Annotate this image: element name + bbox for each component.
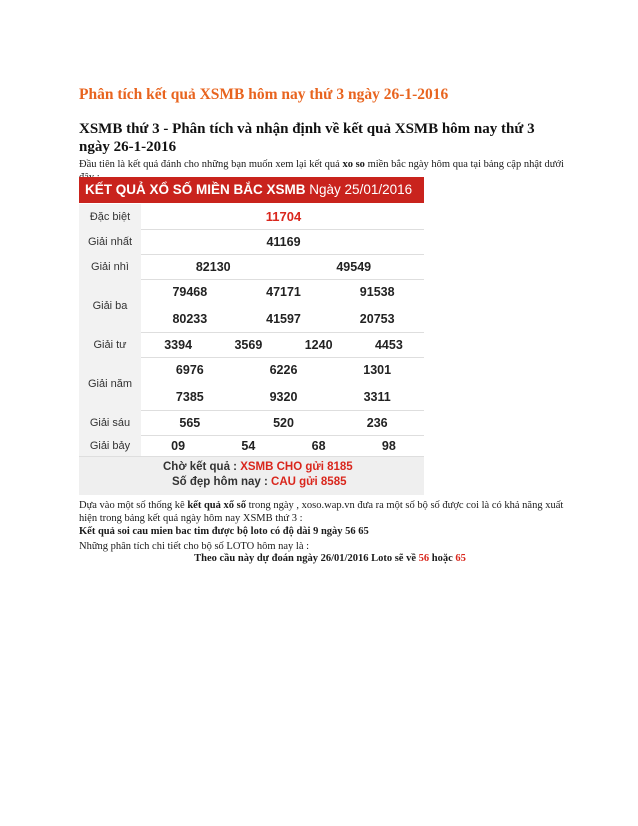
prize-values	[143, 254, 424, 279]
row-divider	[79, 456, 424, 457]
prize-number: 47171	[266, 285, 301, 300]
prize-number: 3311	[363, 389, 391, 404]
prize-values	[143, 279, 424, 332]
prize-row	[79, 279, 424, 332]
prize-number: 98	[381, 438, 396, 453]
soi-cau-result: Kết quả soi cau mien bac tim được bộ loto có độ dài 9 ngày 56 65	[79, 526, 369, 537]
prize-values	[143, 410, 424, 435]
prize-number: 9320	[269, 389, 298, 404]
footer-line-2-code: CAU gửi 8585	[271, 476, 347, 488]
prize-row	[79, 204, 424, 229]
prize-label: Giải tư	[79, 332, 141, 357]
prize-number: 6976	[175, 363, 204, 378]
prize-number: 11704	[265, 209, 302, 224]
prize-number: 09	[171, 438, 186, 453]
footer-line-2	[172, 476, 346, 488]
board-header-date: Ngày 25/01/2016	[309, 182, 413, 197]
board-footer	[79, 456, 424, 495]
prize-label: Đặc biệt	[79, 204, 141, 229]
prize-number: 49549	[336, 259, 372, 274]
analysis-keyword-link[interactable]: kết quả xổ số	[187, 500, 246, 511]
prize-number: 54	[241, 438, 256, 453]
footer-line-1-text: Chờ kết quả :	[163, 461, 241, 473]
prize-row	[79, 435, 424, 456]
board-header	[79, 177, 424, 203]
board-header-title: KẾT QUẢ XỔ SỐ MIỀN BẮC XSMB	[85, 182, 306, 197]
prize-line	[143, 204, 424, 229]
prize-line	[143, 410, 424, 435]
prize-number: 68	[311, 438, 326, 453]
footer-line-1-code: XSMB CHO gửi 8185	[240, 461, 353, 473]
prize-values	[143, 204, 424, 229]
prize-number: 1301	[363, 363, 392, 378]
prize-label: Giải bảy	[79, 435, 141, 456]
footer-line-2-text: Số đẹp hôm nay :	[172, 476, 272, 488]
prize-row	[79, 254, 424, 279]
prize-number: 520	[273, 415, 294, 430]
prediction-line	[0, 553, 638, 566]
prize-number: 91538	[359, 285, 395, 300]
prize-label: Giải nhì	[79, 254, 141, 279]
article-title: Phân tích kết quả XSMB hôm nay thứ 3 ngày 26-1-2016	[79, 86, 449, 103]
prediction-or: hoặc	[429, 553, 456, 564]
prize-values	[143, 435, 424, 456]
prize-label: Giải sáu	[79, 410, 141, 435]
prize-line	[143, 306, 424, 333]
prize-number: 7385	[175, 389, 204, 404]
prize-line	[143, 229, 424, 254]
prize-number: 3394	[164, 337, 193, 352]
prize-values	[143, 357, 424, 410]
analysis-text-end: trong ngày , xoso.wap.vn đưa ra một số bộ số được coi là có khả năng xuất hiện trong bảng kết quả ngày hôm nay XSMB thứ 3 :	[79, 500, 564, 524]
prize-number: 41597	[266, 311, 301, 326]
prize-label: Giải ba	[79, 279, 141, 332]
prize-line	[143, 357, 424, 384]
intro-text-end: miền bắc ngày hôm qua tại bảng cập nhật dưới	[367, 159, 564, 170]
prize-values	[143, 229, 424, 254]
analysis-paragraph	[79, 500, 579, 525]
prize-line	[143, 254, 424, 279]
prize-values	[143, 332, 424, 357]
prize-label: Giải nhất	[79, 229, 141, 254]
prize-row	[79, 332, 424, 357]
prize-label: Giải năm	[79, 357, 141, 410]
footer-line-1	[163, 461, 353, 473]
lottery-result-board	[79, 177, 424, 495]
prize-row	[79, 229, 424, 254]
prize-number: 1240	[304, 337, 333, 352]
prize-number: 236	[366, 415, 388, 430]
prize-number: 79468	[172, 285, 208, 300]
intro-keyword-link[interactable]: xo so	[342, 159, 365, 170]
prize-row	[79, 357, 424, 410]
analysis-text: Dựa vào một số thống kê	[79, 500, 188, 511]
prize-line	[143, 384, 424, 411]
prize-line	[143, 332, 424, 357]
prize-number: 6226	[269, 363, 298, 378]
prediction-text: Theo cầu này dự đoán ngày 26/01/2016 Loto sẽ về	[194, 553, 419, 564]
prize-number: 80233	[172, 311, 208, 326]
prize-number: 41169	[266, 234, 301, 249]
prize-line	[143, 279, 424, 306]
prize-number: 20753	[359, 311, 395, 326]
prize-number: 4453	[374, 337, 403, 352]
prize-number: 565	[179, 415, 201, 430]
prize-number: 3569	[234, 337, 263, 352]
loto-detail-intro: Những phân tích chi tiết cho bộ số LOTO hôm nay là :	[79, 541, 310, 552]
prediction-number-1: 56	[418, 553, 430, 564]
intro-text: Đầu tiên là kết quả đánh cho những bạn muốn xem lại kết quả	[79, 159, 343, 170]
article-heading: XSMB thứ 3 - Phân tích và nhận định về kết quả XSMB hôm nay thứ 3 ngày 26-1-2016	[79, 121, 535, 155]
prize-line	[143, 435, 424, 456]
prediction-number-2: 65	[455, 553, 466, 564]
prize-number: 82130	[195, 259, 231, 274]
prize-row	[79, 410, 424, 435]
